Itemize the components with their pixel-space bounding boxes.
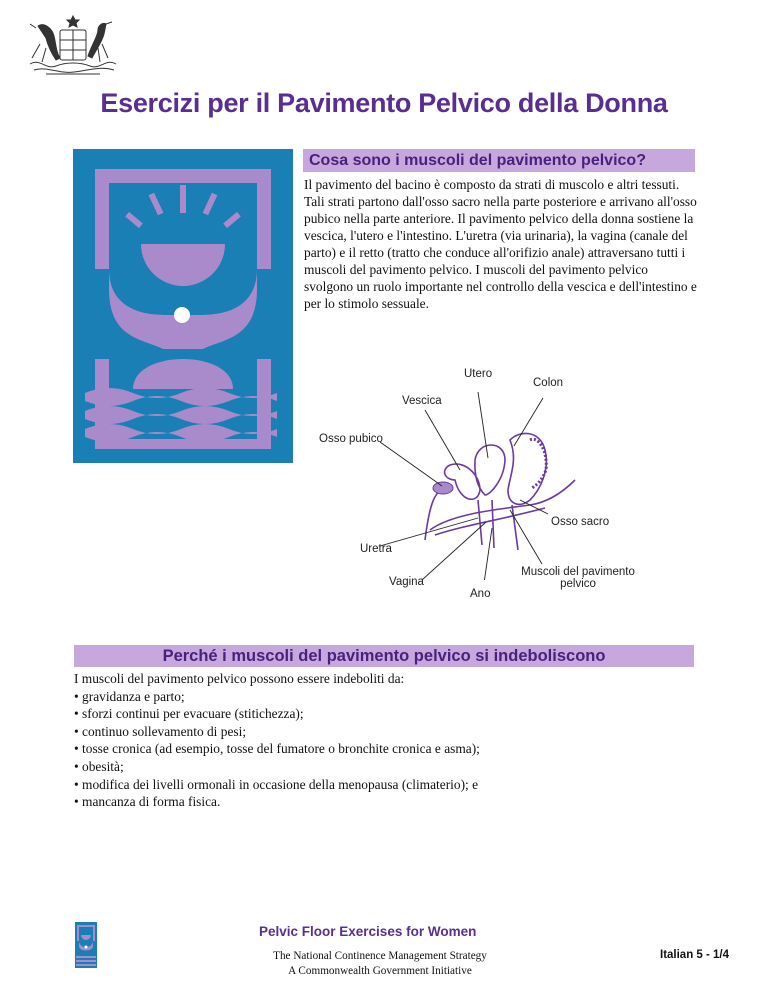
section-heading-what: Cosa sono i muscoli del pavimento pelvico? (303, 149, 695, 172)
continence-logo-small-icon (75, 922, 97, 968)
continence-logo-icon (73, 149, 293, 463)
footer-line-1: The National Continence Management Strategy (273, 950, 487, 962)
causes-list (74, 670, 714, 811)
label-vescica: Vescica (402, 395, 442, 407)
list-item: • sforzi continui per evacuare (stitichezza); (74, 706, 304, 722)
anatomy-diagram (380, 380, 580, 580)
list-item: • continuo sollevamento di pesi; (74, 723, 247, 739)
label-ano: Ano (470, 588, 491, 600)
label-muscoli-line1: Muscoli del pavimento (521, 566, 635, 578)
list-item: • gravidanza e parto; (74, 688, 185, 704)
label-muscoli (512, 566, 644, 590)
footer-line-2: A Commonwealth Government Initiative (288, 965, 472, 977)
label-osso-pubico: Osso pubico (319, 433, 383, 445)
label-vagina: Vagina (389, 576, 424, 588)
list-item: • mancanza di forma fisica. (74, 794, 221, 810)
label-colon: Colon (533, 377, 564, 389)
list-item: • tosse cronica (ad esempio, tosse del fumatore o bronchite cronica e asma); (74, 741, 480, 757)
list-item: • modifica dei livelli ormonali in occasione della menopausa (climaterio); e (74, 776, 479, 792)
page-code: Italian 5 - 1/4 (660, 949, 730, 961)
footer-title: Pelvic Floor Exercises for Women (259, 924, 477, 939)
section-heading-why: Perché i muscoli del pavimento pelvico si indeboliscono (74, 645, 694, 667)
label-osso-sacro: Osso sacro (551, 516, 610, 528)
list-item: • obesità; (74, 758, 124, 774)
coat-of-arms-icon (26, 14, 120, 78)
label-uretra: Uretra (360, 543, 392, 555)
label-utero: Utero (464, 368, 493, 380)
section-intro-text: Il pavimento del bacino è composto da strati di muscolo e altri tessuti. Tali strati partono dall'osso sacro nella parte posteriore e arrivano all'osso pubico nella parte anteriore. Il pavimento pelvico della donna sostiene la vescica, l'utero e l'intestino. L'uretra (via urinaria), la vagina (canale del parto) e il retto (tratto che conduce all'orifizio anale) attraversano tutti i muscoli del pavimento pelvico. I muscoli del pavimento pelvico svolgono un ruolo importante nel controllo della vescica e dell'intestino e per lo stimolo sessuale. (304, 177, 697, 311)
causes-intro: I muscoli del pavimento pelvico possono essere indeboliti da: (74, 671, 405, 686)
page-title: Esercizi per il Pavimento Pelvico della Donna (100, 88, 668, 118)
label-muscoli-line2: pelvico (560, 578, 596, 590)
